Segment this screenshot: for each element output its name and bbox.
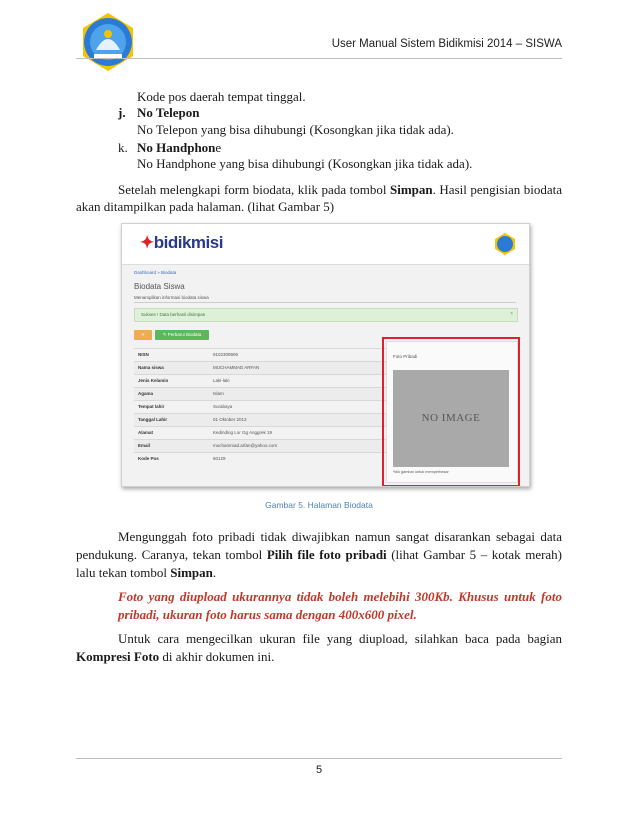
divider — [134, 302, 516, 303]
table-row: Tanggal Lahir 01 Oktober 2013 — [134, 413, 386, 426]
document-header-title: User Manual Sistem Bidikmisi 2014 – SISWA — [331, 38, 562, 50]
item-k-description: No Handphone yang bisa dihubungi (Kosongkan jika tidak ada). — [137, 156, 473, 171]
biodata-table — [134, 348, 386, 465]
warning-line-1: Foto yang diupload ukurannya tidak boleh melebihi 300Kb. Khusus untuk foto — [118, 589, 562, 604]
paragraph-2-line-2: pendukung. Caranya, tekan tombol Pilih file foto pribadi (lihat Gambar 5 – kotak merah) — [76, 547, 563, 562]
paragraph-1-line-1: Setelah melengkapi form biodata, klik pada tombol Simpan. Hasil pengisian biodata — [118, 182, 563, 197]
app-header — [122, 224, 529, 265]
paragraph-3-line-2: Kompresi Foto di akhir dokumen ini. — [76, 649, 275, 664]
paragraph-2-line-3: lalu tekan tombol Simpan. — [76, 565, 217, 580]
item-j-marker: j. — [118, 105, 126, 120]
footer-divider — [76, 758, 562, 759]
header-divider — [76, 58, 562, 59]
table-row: Jenis Kelamin Laki-laki — [134, 374, 386, 387]
photo-label: Foto Pribadi — [393, 354, 418, 359]
bidikmisi-brand: ✦bidikmisi — [140, 233, 223, 252]
table-row: Email muchammad.arfan@yahoo.com — [134, 439, 386, 452]
update-biodata-button[interactable]: ✎ Perbarui Biodata — [155, 330, 209, 340]
red-highlight-box — [382, 337, 520, 487]
page-subtitle: Menampilkan informasi biodata siswa — [134, 295, 209, 300]
table-row: Alamat Kedinding Lor Gg Anggrek 19 — [134, 426, 386, 439]
breadcrumb[interactable]: Dashboard » Biodata — [134, 270, 177, 275]
table-row: NISN 9102309906 — [134, 348, 386, 361]
table-row: Tempat lahir Surabaya — [134, 400, 386, 413]
page-number: 5 — [315, 764, 323, 776]
no-image-text: NO IMAGE — [421, 412, 481, 424]
item-j-description: No Telepon yang bisa dihubungi (Kosongkan jika tidak ada). — [137, 122, 454, 137]
table-row: Nama siswa MUCHAMMAD ARFAN — [134, 361, 386, 374]
warning-line-2: pribadi, ukuran foto harus sama dengan 400x600 pixel. — [118, 607, 417, 622]
back-button[interactable]: « — [134, 330, 152, 340]
paragraph-1-line-2: akan ditampilkan pada halaman. (lihat Gambar 5) — [76, 199, 335, 214]
biodata-page-screenshot — [121, 223, 530, 487]
item-j-title: No Telepon — [137, 105, 200, 120]
page-title: Biodata Siswa — [134, 282, 185, 291]
ministry-logo-icon — [493, 232, 517, 256]
figure-caption: Gambar 5. Halaman Biodata — [265, 500, 373, 510]
item-k-marker: k. — [118, 140, 128, 155]
kodepos-description: Kode pos daerah tempat tinggal. — [137, 89, 306, 104]
table-row: Agama Islam — [134, 387, 386, 400]
table-row: Kode Pos 60129 — [134, 452, 386, 465]
close-icon[interactable]: × — [510, 311, 513, 317]
success-alert — [134, 308, 518, 322]
tut-wuri-handayani-logo — [76, 10, 140, 74]
paragraph-3-line-1: Untuk cara mengecilkan ukuran file yang diupload, silahkan baca pada bagian — [118, 631, 562, 646]
alert-message: Sukses ! Data berhasil disimpan — [141, 312, 206, 317]
photo-note: *klik gambar untuk memperbesar — [393, 470, 449, 474]
item-k-title: No Handphone — [137, 140, 222, 155]
paragraph-2-line-1: Mengunggah foto pribadi tidak diwajibkan namun sangat disarankan sebagai data — [118, 529, 562, 544]
